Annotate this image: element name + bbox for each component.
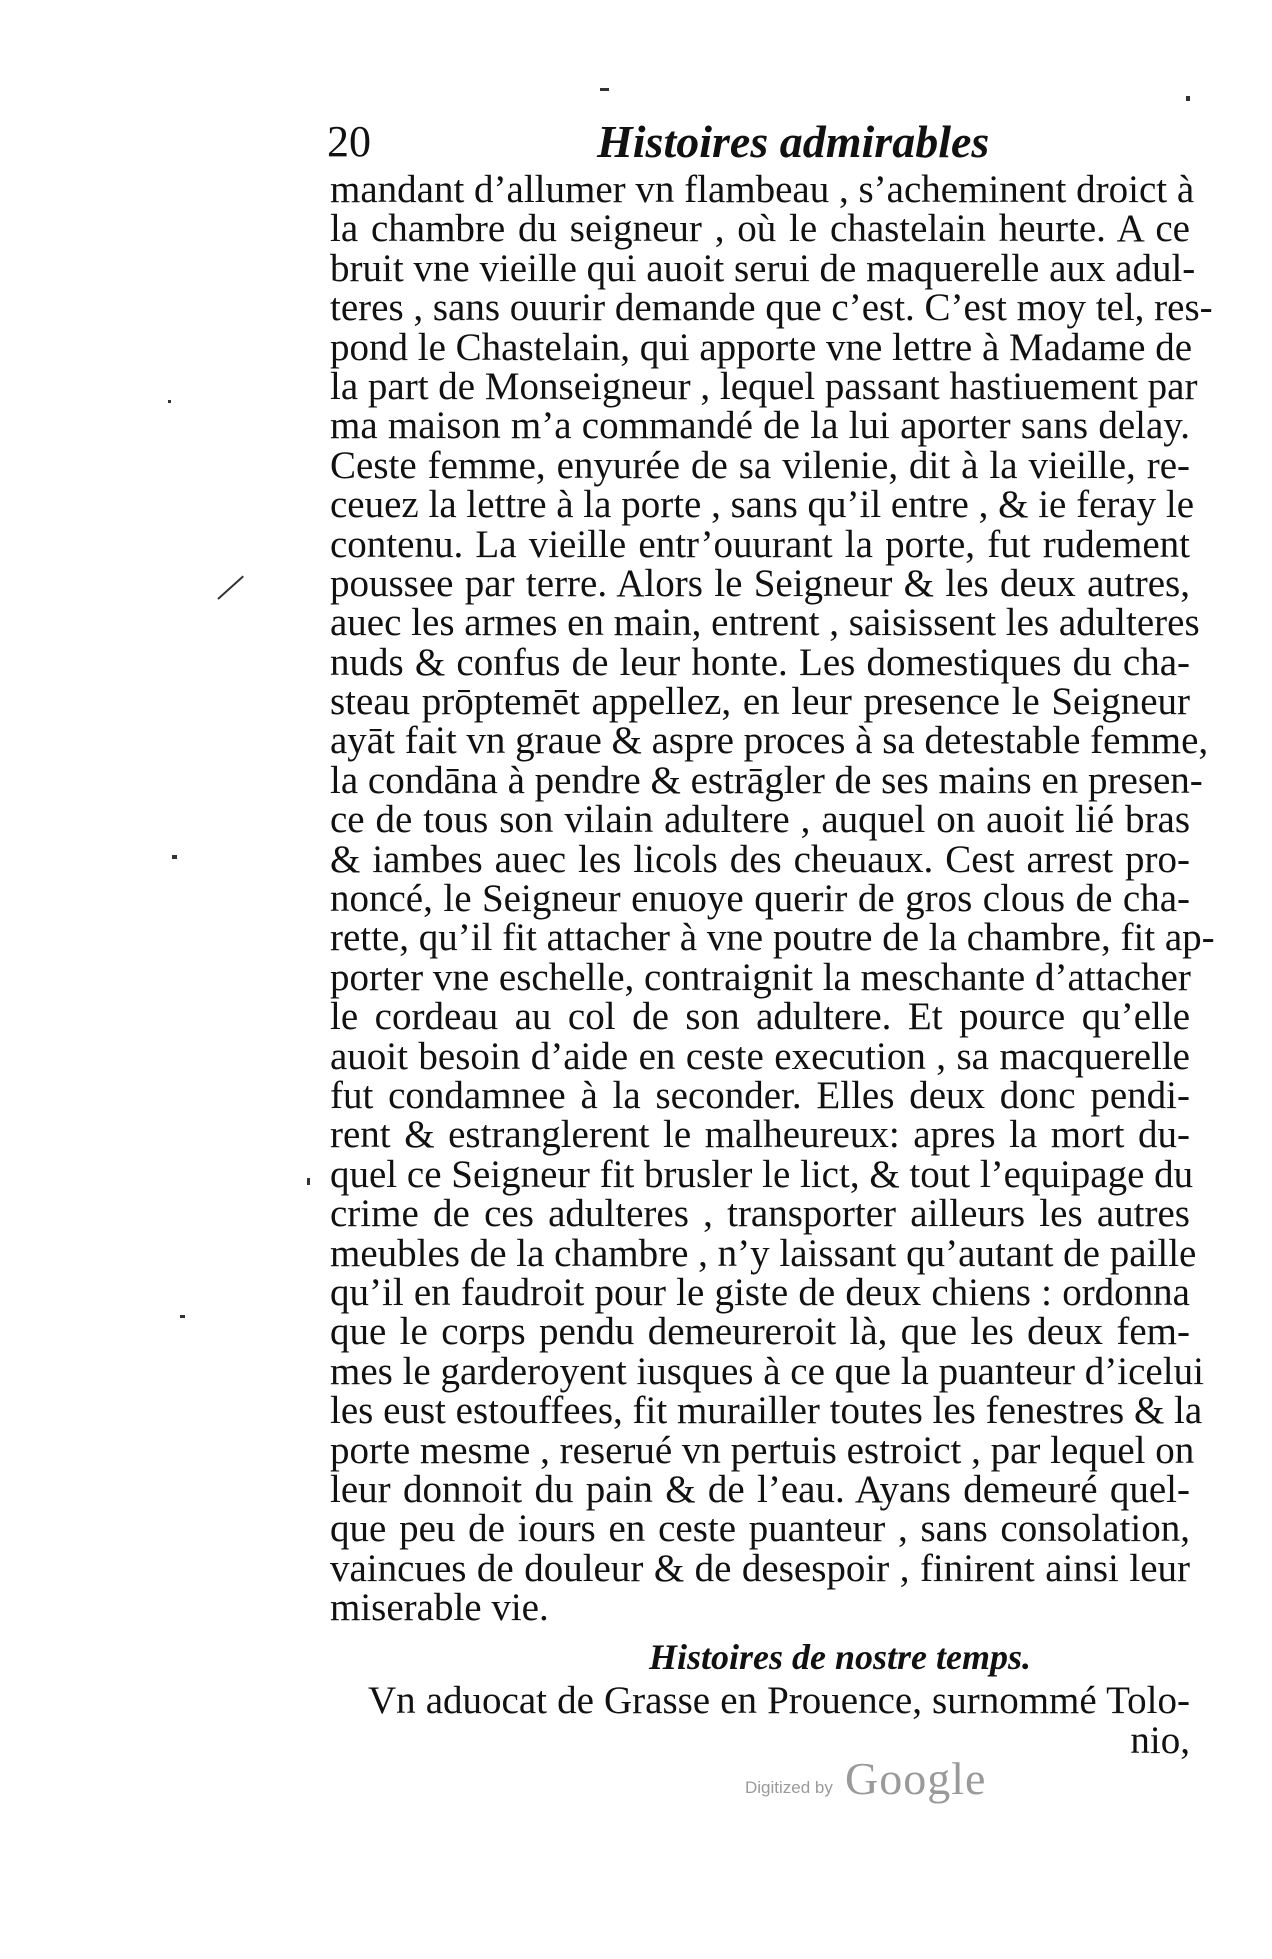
text-line: quel ce Seigneur fit brusler le lict, & tout l’equipage du <box>330 1152 1194 1196</box>
page-number: 20 <box>327 117 371 166</box>
text-line: la condāna à pendre & estrāgler de ses mains en presen- <box>330 758 1203 802</box>
text-line: noncé, le Seigneur enuoye querir de gros clous de cha- <box>330 877 1190 921</box>
text-line: auec les armes en main, entrent , saisissent les adulteres <box>330 601 1200 645</box>
text-line: & iambes auec les licols des cheuaux. Cest arrest pro- <box>330 837 1190 881</box>
text-line: porte mesme , reserué vn pertuis estroict , par lequel on <box>330 1428 1195 1472</box>
text-line: auoit besoin d’aide en ceste execution , sa macquerelle <box>330 1034 1190 1078</box>
text-line: teres , sans ouurir demande que c’est. C’est moy tel, res- <box>330 286 1213 330</box>
text-line: crime de ces adulteres , transporter ailleurs les autres <box>330 1192 1190 1236</box>
text-line: miserable vie. <box>330 1586 549 1630</box>
main-text <box>330 168 1215 1762</box>
margin-mark <box>168 400 171 403</box>
text-line: la part de Monseigneur , lequel passant hastiuement par <box>330 364 1198 408</box>
text-line: que le corps pendu demeureroit là, que les deux fem- <box>330 1310 1190 1354</box>
google-logo: Google <box>845 1753 987 1804</box>
text-line: fut condamnee à la seconder. Elles deux donc pendi- <box>330 1073 1190 1117</box>
digitized-by-google-watermark <box>745 1752 1005 1812</box>
text-line: rette, qu’il fit attacher à vne poutre de la chambre, fit ap- <box>330 916 1215 960</box>
text-line: porter vne eschelle, contraignit la meschante d’attacher <box>330 955 1191 999</box>
running-head <box>327 112 1187 176</box>
text-line: mandant d’allumer vn flambeau , s’acheminent droict à <box>330 168 1195 211</box>
margin-mark <box>600 88 609 91</box>
margin-mark <box>172 855 177 859</box>
text-line: que peu de iours en ceste puanteur , sans consolation, <box>330 1507 1190 1551</box>
text-line: mes le garderoyent iusques à ce que la puanteur d’icelui <box>330 1349 1204 1393</box>
text-line: ma maison m’a commandé de la lui aporter sans delay. <box>330 404 1190 448</box>
text-line: les eust estouffees, fit murailler toutes les fenestres & la <box>330 1389 1203 1433</box>
text-line: pond le Chastelain, qui apporte vne lettre à Madame de <box>330 325 1193 369</box>
text-line: rent & estranglerent le malheureux: apres la mort du- <box>330 1113 1190 1157</box>
watermark-prefix: Digitized by <box>745 1778 833 1797</box>
margin-mark <box>217 576 244 600</box>
text-line: leur donnoit du pain & de l’eau. Ayans demeuré quel- <box>330 1467 1190 1511</box>
text-line: Ceste femme, enyurée de sa vilenie, dit à la vieille, re- <box>330 443 1190 487</box>
text-line: le cordeau au col de son adultere. Et pource qu’elle <box>330 995 1190 1039</box>
text-line: meubles de la chambre , n’y laissant qu’autant de paille <box>330 1231 1197 1275</box>
text-line: nuds & confus de leur honte. Les domestiques du cha- <box>330 640 1190 684</box>
text-line: ayāt fait vn graue & aspre proces à sa detestable femme, <box>330 719 1209 763</box>
text-line: la chambre du seigneur , où le chastelain heurte. A ce <box>330 207 1190 251</box>
text-line: poussee par terre. Alors le Seigneur & les deux autres, <box>330 561 1190 605</box>
section-heading: Histoires de nostre temps. <box>648 1637 1031 1678</box>
text-line: qu’il en faudroit pour le giste de deux chiens : ordonna <box>330 1270 1190 1314</box>
text-line: Vn aduocat de Grasse en Prouence, surnommé Tolo- <box>368 1679 1190 1723</box>
text-line: contenu. La vieille entr’ouurant la porte, fut rudement <box>330 522 1190 566</box>
running-title: Histoires admirables <box>597 116 990 167</box>
margin-mark <box>1186 96 1190 101</box>
margin-mark <box>307 1178 310 1185</box>
text-line: steau prōptemēt appellez, en leur presence le Seigneur <box>330 680 1190 724</box>
text-line: bruit vne vieille qui auoit serui de maquerelle aux adul- <box>330 246 1196 290</box>
text-line: ceuez la lettre à la porte , sans qu’il entre , & ie feray le <box>330 483 1195 527</box>
text-line: vaincues de douleur & de desespoir , finirent ainsi leur <box>330 1546 1190 1590</box>
text-line: ce de tous son vilain adultere , auquel on auoit lié bras <box>330 798 1190 842</box>
catchword: nio, <box>1130 1718 1190 1762</box>
margin-mark <box>180 1315 185 1318</box>
